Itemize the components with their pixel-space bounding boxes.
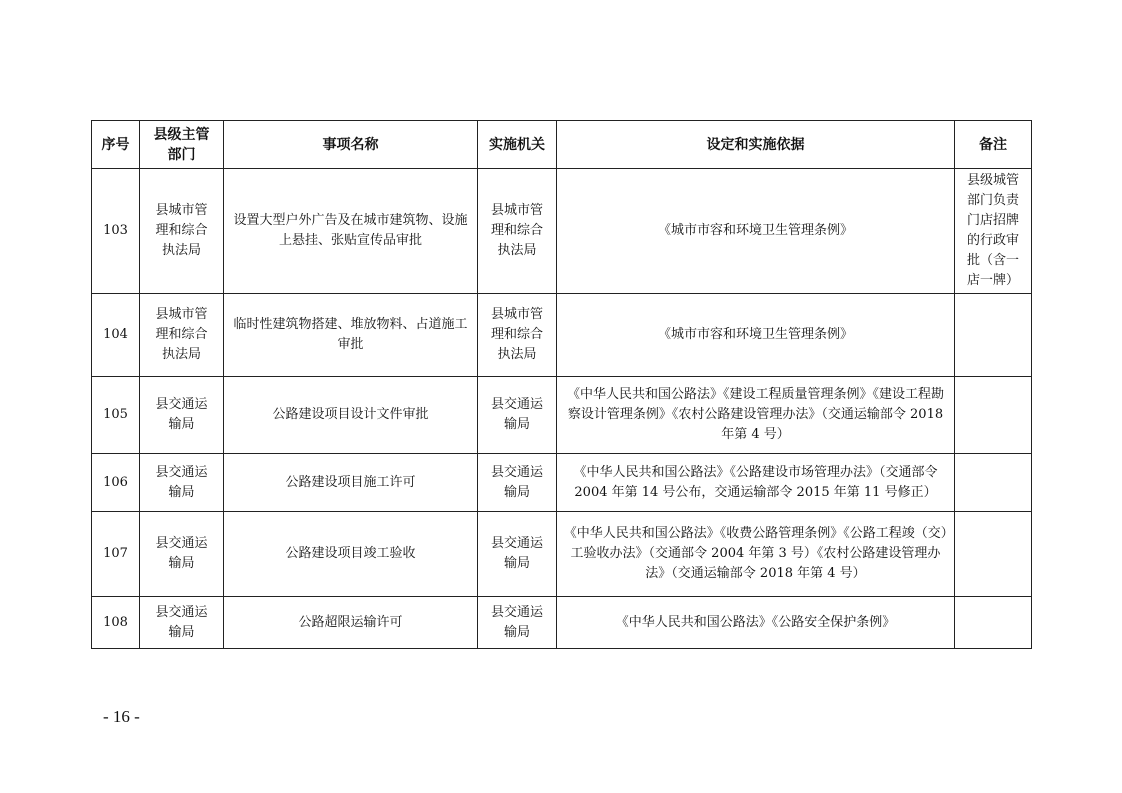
header-name: 事项名称 [224, 121, 478, 169]
row-dept: 县交通运输局 [140, 512, 224, 597]
row-dept: 县交通运输局 [140, 377, 224, 454]
row-basis: 《中华人民共和国公路法》《建设工程质量管理条例》《建设工程勘察设计管理条例》《农村公路建设管理办法》（交通运输部令 2018 年第 4 号） [557, 377, 955, 454]
row-agency: 县城市管理和综合执法局 [478, 169, 557, 294]
row-name: 公路超限运输许可 [224, 597, 478, 649]
row-basis: 《城市市容和环境卫生管理条例》 [557, 169, 955, 294]
row-dept: 县交通运输局 [140, 454, 224, 512]
row-seq: 103 [92, 169, 140, 294]
table-row [92, 294, 1032, 377]
row-basis: 《城市市容和环境卫生管理条例》 [557, 294, 955, 377]
row-dept: 县城市管理和综合执法局 [140, 169, 224, 294]
row-name: 设置大型户外广告及在城市建筑物、设施上悬挂、张贴宣传品审批 [224, 169, 478, 294]
row-name: 公路建设项目设计文件审批 [224, 377, 478, 454]
table-row [92, 377, 1032, 454]
header-row [92, 121, 1032, 169]
row-name: 公路建设项目施工许可 [224, 454, 478, 512]
header-dept: 县级主管部门 [140, 121, 224, 169]
table-row [92, 597, 1032, 649]
row-seq: 107 [92, 512, 140, 597]
header-note: 备注 [955, 121, 1032, 169]
page-number: - 16 - [103, 707, 140, 726]
row-note: 县级城管部门负责门店招牌的行政审批（含一店一牌） [955, 169, 1032, 294]
row-note [955, 377, 1032, 454]
row-note [955, 454, 1032, 512]
row-name: 公路建设项目竣工验收 [224, 512, 478, 597]
row-dept: 县交通运输局 [140, 597, 224, 649]
header-seq: 序号 [92, 121, 140, 169]
row-dept: 县城市管理和综合执法局 [140, 294, 224, 377]
table-row [92, 454, 1032, 512]
table-row [92, 169, 1032, 294]
table-row [92, 512, 1032, 597]
row-agency: 县交通运输局 [478, 377, 557, 454]
row-basis: 《中华人民共和国公路法》《公路安全保护条例》 [557, 597, 955, 649]
row-basis: 《中华人民共和国公路法》《公路建设市场管理办法》（交通部令 2004 年第 14 号公布，交通运输部令 2015 年第 11 号修正） [557, 454, 955, 512]
row-seq: 106 [92, 454, 140, 512]
row-agency: 县城市管理和综合执法局 [478, 294, 557, 377]
administrative-items-table [91, 120, 1032, 649]
row-agency: 县交通运输局 [478, 454, 557, 512]
header-agency: 实施机关 [478, 121, 557, 169]
row-seq: 108 [92, 597, 140, 649]
header-basis: 设定和实施依据 [557, 121, 955, 169]
row-name: 临时性建筑物搭建、堆放物料、占道施工审批 [224, 294, 478, 377]
row-agency: 县交通运输局 [478, 597, 557, 649]
row-note [955, 597, 1032, 649]
row-note [955, 512, 1032, 597]
row-seq: 104 [92, 294, 140, 377]
row-agency: 县交通运输局 [478, 512, 557, 597]
row-seq: 105 [92, 377, 140, 454]
row-basis: 《中华人民共和国公路法》《收费公路管理条例》《公路工程竣（交）工验收办法》（交通部令 2004 年第 3 号）《农村公路建设管理办法》（交通运输部令 2018 年第 4 号） [557, 512, 955, 597]
row-note [955, 294, 1032, 377]
